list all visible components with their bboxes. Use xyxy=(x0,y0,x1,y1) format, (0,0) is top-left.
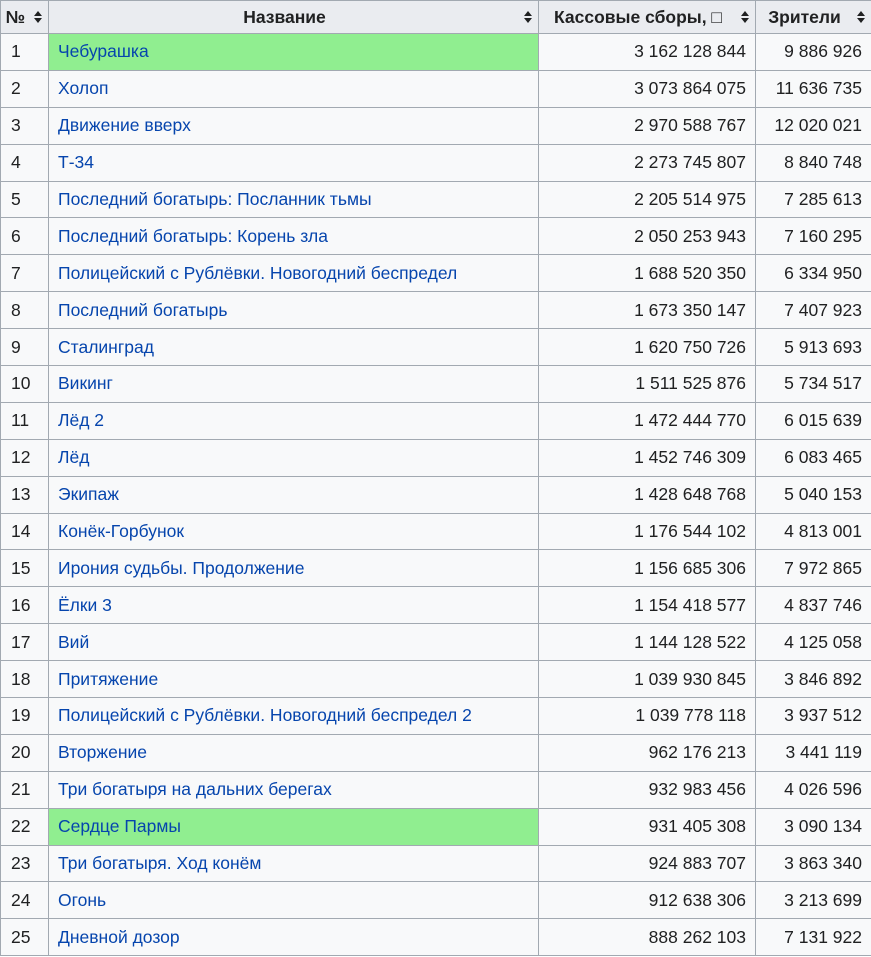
table-row xyxy=(1,34,871,71)
title-cell xyxy=(49,181,539,218)
viewers-cell: 3 213 699 xyxy=(756,882,871,919)
film-link[interactable]: Три богатыря. Ход конём xyxy=(58,853,262,874)
column-header-gross[interactable] xyxy=(539,1,756,34)
film-link[interactable]: Полицейский с Рублёвки. Новогодний беспредел xyxy=(58,262,458,283)
title-cell xyxy=(49,70,539,107)
title-cell xyxy=(49,218,539,255)
rank-cell: 21 xyxy=(1,771,49,808)
gross-cell: 1 156 685 306 xyxy=(539,550,756,587)
film-link[interactable]: Притяжение xyxy=(58,668,159,689)
gross-cell: 1 472 444 770 xyxy=(539,402,756,439)
table-row xyxy=(1,366,871,403)
rank-cell: 15 xyxy=(1,550,49,587)
viewers-cell: 3 937 512 xyxy=(756,698,871,735)
viewers-cell: 3 441 119 xyxy=(756,734,871,771)
rank-cell: 8 xyxy=(1,292,49,329)
film-link[interactable]: Три богатыря на дальних берегах xyxy=(58,779,332,800)
sort-both-icon xyxy=(34,11,43,23)
viewers-cell: 9 886 926 xyxy=(756,34,871,71)
gross-cell: 932 983 456 xyxy=(539,771,756,808)
title-cell xyxy=(49,661,539,698)
film-link[interactable]: Лёд xyxy=(58,447,90,468)
table-row xyxy=(1,476,871,513)
title-cell xyxy=(49,624,539,661)
film-link[interactable]: Экипаж xyxy=(58,484,119,505)
film-link[interactable]: Дневной дозор xyxy=(58,926,180,947)
title-cell xyxy=(49,550,539,587)
film-link[interactable]: Последний богатырь: Посланник тьмы xyxy=(58,189,372,209)
rank-cell: 25 xyxy=(1,919,49,956)
viewers-cell: 3 846 892 xyxy=(756,661,871,698)
viewers-cell: 5 040 153 xyxy=(756,476,871,513)
title-cell xyxy=(49,513,539,550)
title-cell xyxy=(49,107,539,144)
gross-cell: 2 273 745 807 xyxy=(539,144,756,181)
film-link[interactable]: Викинг xyxy=(58,373,113,394)
table-row xyxy=(1,771,871,808)
table-row xyxy=(1,513,871,550)
gross-cell: 924 883 707 xyxy=(539,845,756,882)
viewers-cell: 12 020 021 xyxy=(756,107,871,144)
table-row xyxy=(1,329,871,366)
rank-cell: 14 xyxy=(1,513,49,550)
sort-both-icon xyxy=(524,11,533,23)
gross-cell: 1 039 930 845 xyxy=(539,661,756,698)
table-row xyxy=(1,218,871,255)
rank-cell: 22 xyxy=(1,808,49,845)
table-header-row xyxy=(1,1,871,34)
title-cell xyxy=(49,882,539,919)
rank-cell: 19 xyxy=(1,698,49,735)
table-row xyxy=(1,550,871,587)
table-row xyxy=(1,70,871,107)
film-link[interactable]: Сердце Пармы xyxy=(58,816,181,837)
film-link[interactable]: Огонь xyxy=(58,889,107,910)
title-cell xyxy=(49,402,539,439)
viewers-cell: 8 840 748 xyxy=(756,144,871,181)
viewers-cell: 7 131 922 xyxy=(756,919,871,956)
rank-cell: 3 xyxy=(1,107,49,144)
gross-cell: 888 262 103 xyxy=(539,919,756,956)
table-row xyxy=(1,292,871,329)
table-row xyxy=(1,255,871,292)
title-cell xyxy=(49,734,539,771)
title-cell xyxy=(49,144,539,181)
title-cell xyxy=(49,919,539,956)
film-link[interactable]: Движение вверх xyxy=(58,115,191,136)
gross-cell: 3 073 864 075 xyxy=(539,70,756,107)
title-cell xyxy=(49,255,539,292)
film-link[interactable]: Полицейский с Рублёвки. Новогодний беспредел 2 xyxy=(58,705,472,726)
viewers-cell: 6 083 465 xyxy=(756,439,871,476)
title-cell xyxy=(49,439,539,476)
film-link[interactable]: Холоп xyxy=(58,78,109,99)
table-row xyxy=(1,882,871,919)
viewers-cell: 4 125 058 xyxy=(756,624,871,661)
title-cell xyxy=(49,808,539,845)
rank-cell: 4 xyxy=(1,144,49,181)
viewers-cell: 3 090 134 xyxy=(756,808,871,845)
table-row xyxy=(1,808,871,845)
table-row xyxy=(1,587,871,624)
gross-cell: 1 176 544 102 xyxy=(539,513,756,550)
table-row xyxy=(1,402,871,439)
title-cell xyxy=(49,366,539,403)
column-header-rank-label: № xyxy=(5,6,26,27)
rank-cell: 23 xyxy=(1,845,49,882)
title-cell xyxy=(49,771,539,808)
gross-cell: 2 050 253 943 xyxy=(539,218,756,255)
gross-cell: 3 162 128 844 xyxy=(539,34,756,71)
viewers-cell: 4 026 596 xyxy=(756,771,871,808)
title-cell xyxy=(49,587,539,624)
film-link[interactable]: Последний богатырь xyxy=(58,299,228,320)
gross-cell: 1 452 746 309 xyxy=(539,439,756,476)
viewers-cell: 6 334 950 xyxy=(756,255,871,292)
rank-cell: 24 xyxy=(1,882,49,919)
column-header-viewers-label: Зрители xyxy=(768,6,841,27)
rank-cell: 13 xyxy=(1,476,49,513)
rank-cell: 6 xyxy=(1,218,49,255)
column-header-title-label: Название xyxy=(243,6,326,27)
gross-cell: 1 144 128 522 xyxy=(539,624,756,661)
viewers-cell: 6 015 639 xyxy=(756,402,871,439)
title-cell xyxy=(49,34,539,71)
rank-cell: 1 xyxy=(1,34,49,71)
sort-both-icon xyxy=(741,11,750,23)
gross-cell: 1 673 350 147 xyxy=(539,292,756,329)
sort-both-icon xyxy=(857,11,866,23)
gross-cell: 1 511 525 876 xyxy=(539,366,756,403)
table-row xyxy=(1,181,871,218)
film-link[interactable]: Чебурашка xyxy=(58,41,149,62)
viewers-cell: 4 813 001 xyxy=(756,513,871,550)
film-link[interactable]: Вторжение xyxy=(58,742,147,763)
rank-cell: 18 xyxy=(1,661,49,698)
title-cell xyxy=(49,845,539,882)
gross-cell: 2 970 588 767 xyxy=(539,107,756,144)
rank-cell: 10 xyxy=(1,366,49,403)
film-link[interactable]: Последний богатырь: Корень зла xyxy=(58,225,328,246)
viewers-cell: 4 837 746 xyxy=(756,587,871,624)
rank-cell: 7 xyxy=(1,255,49,292)
rank-cell: 20 xyxy=(1,734,49,771)
film-link[interactable]: Сталинград xyxy=(58,336,154,357)
film-link[interactable]: Ёлки 3 xyxy=(58,594,112,615)
film-link[interactable]: Т-34 xyxy=(58,152,94,173)
column-header-gross-label: Кассовые сборы, □ xyxy=(553,6,722,27)
viewers-cell: 7 972 865 xyxy=(756,550,871,587)
viewers-cell: 7 407 923 xyxy=(756,292,871,329)
table-row xyxy=(1,144,871,181)
viewers-cell: 11 636 735 xyxy=(756,70,871,107)
film-link[interactable]: Лёд 2 xyxy=(58,410,105,431)
table-row xyxy=(1,624,871,661)
gross-cell: 931 405 308 xyxy=(539,808,756,845)
table-row xyxy=(1,919,871,956)
gross-cell: 962 176 213 xyxy=(539,734,756,771)
gross-cell: 1 688 520 350 xyxy=(539,255,756,292)
rank-cell: 11 xyxy=(1,402,49,439)
table-row xyxy=(1,698,871,735)
viewers-cell: 7 285 613 xyxy=(756,181,871,218)
table-row xyxy=(1,107,871,144)
gross-cell: 1 154 418 577 xyxy=(539,587,756,624)
table-row xyxy=(1,734,871,771)
viewers-cell: 3 863 340 xyxy=(756,845,871,882)
gross-cell: 1 620 750 726 xyxy=(539,329,756,366)
gross-cell: 1 039 778 118 xyxy=(539,698,756,735)
film-link[interactable]: Ирония судьбы. Продолжение xyxy=(58,557,305,578)
viewers-cell: 7 160 295 xyxy=(756,218,871,255)
film-link[interactable]: Конёк-Горбунок xyxy=(58,521,185,542)
table-row xyxy=(1,845,871,882)
rank-cell: 16 xyxy=(1,587,49,624)
title-cell xyxy=(49,476,539,513)
table-row xyxy=(1,439,871,476)
gross-cell: 2 205 514 975 xyxy=(539,181,756,218)
rank-cell: 2 xyxy=(1,70,49,107)
gross-cell: 1 428 648 768 xyxy=(539,476,756,513)
rank-cell: 17 xyxy=(1,624,49,661)
table-row xyxy=(1,661,871,698)
title-cell xyxy=(49,698,539,735)
film-link[interactable]: Вий xyxy=(58,631,90,652)
table-body xyxy=(1,34,871,956)
rank-cell: 12 xyxy=(1,439,49,476)
gross-cell: 912 638 306 xyxy=(539,882,756,919)
column-header-title[interactable] xyxy=(49,1,539,34)
viewers-cell: 5 734 517 xyxy=(756,366,871,403)
title-cell xyxy=(49,329,539,366)
column-header-viewers[interactable] xyxy=(756,1,871,34)
title-cell xyxy=(49,292,539,329)
column-header-rank[interactable] xyxy=(1,1,49,34)
rank-cell: 9 xyxy=(1,329,49,366)
rank-cell: 5 xyxy=(1,181,49,218)
viewers-cell: 5 913 693 xyxy=(756,329,871,366)
